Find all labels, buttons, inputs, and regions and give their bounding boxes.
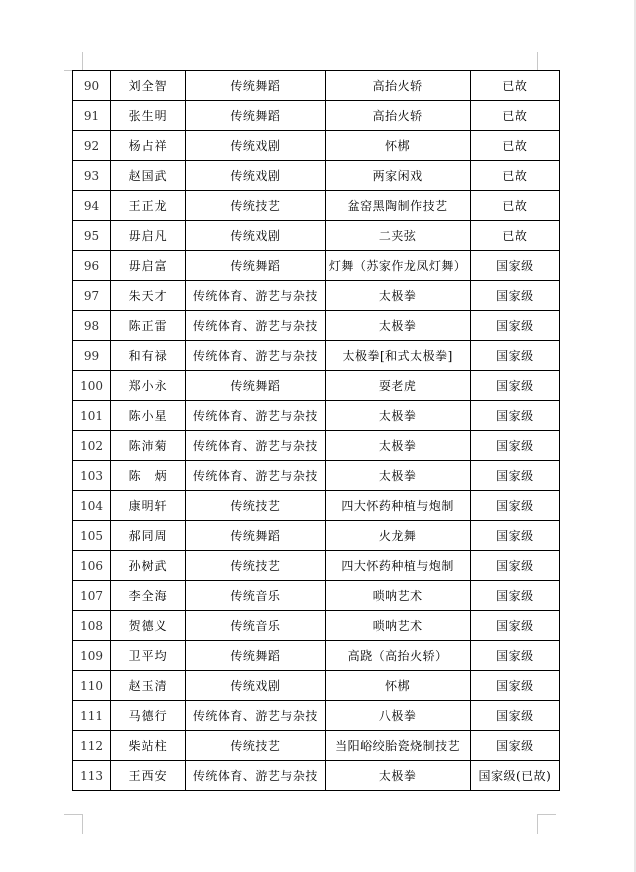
category-cell: 传统舞蹈 (186, 641, 325, 671)
table-row (73, 641, 560, 671)
inheritor-table (72, 70, 560, 791)
category-cell: 传统舞蹈 (186, 101, 325, 131)
serial-number-cell: 92 (73, 131, 111, 161)
table-row (73, 71, 560, 101)
level-cell: 国家级 (470, 731, 559, 761)
project-cell: 两家闲戏 (325, 161, 470, 191)
project-cell: 当阳峪绞胎瓷烧制技艺 (325, 731, 470, 761)
category-cell: 传统技艺 (186, 191, 325, 221)
name-cell: 毋启凡 (111, 221, 186, 251)
table-row (73, 461, 560, 491)
name-cell: 张生明 (111, 101, 186, 131)
table-row (73, 161, 560, 191)
table-row (73, 701, 560, 731)
level-cell: 国家级 (470, 641, 559, 671)
level-cell: 国家级 (470, 401, 559, 431)
project-cell: 太极拳[和式太极拳] (325, 341, 470, 371)
serial-number-cell: 109 (73, 641, 111, 671)
serial-number-cell: 98 (73, 311, 111, 341)
serial-number-cell: 97 (73, 281, 111, 311)
serial-number-cell: 104 (73, 491, 111, 521)
category-cell: 传统体育、游艺与杂技 (186, 461, 325, 491)
serial-number-cell: 100 (73, 371, 111, 401)
table-row (73, 101, 560, 131)
level-cell: 国家级 (470, 251, 559, 281)
project-cell: 八极拳 (325, 701, 470, 731)
serial-number-cell: 113 (73, 761, 111, 791)
table-row (73, 281, 560, 311)
crop-mark-bottom-left (64, 814, 82, 815)
table-body (73, 71, 560, 791)
category-cell: 传统戏剧 (186, 131, 325, 161)
table-row (73, 431, 560, 461)
serial-number-cell: 94 (73, 191, 111, 221)
project-cell: 耍老虎 (325, 371, 470, 401)
table-row (73, 611, 560, 641)
level-cell: 已故 (470, 101, 559, 131)
table-row (73, 221, 560, 251)
level-cell: 已故 (470, 221, 559, 251)
level-cell: 国家级 (470, 701, 559, 731)
table-row (73, 581, 560, 611)
table-row (73, 491, 560, 521)
serial-number-cell: 106 (73, 551, 111, 581)
table-row (73, 761, 560, 791)
name-cell: 王正龙 (111, 191, 186, 221)
serial-number-cell: 91 (73, 101, 111, 131)
crop-mark-bottom-right (537, 814, 538, 834)
project-cell: 唢呐艺术 (325, 581, 470, 611)
name-cell: 杨占祥 (111, 131, 186, 161)
name-cell: 康明轩 (111, 491, 186, 521)
level-cell: 国家级 (470, 431, 559, 461)
serial-number-cell: 93 (73, 161, 111, 191)
level-cell: 国家级 (470, 311, 559, 341)
project-cell: 太极拳 (325, 401, 470, 431)
category-cell: 传统技艺 (186, 551, 325, 581)
category-cell: 传统舞蹈 (186, 371, 325, 401)
category-cell: 传统戏剧 (186, 671, 325, 701)
table-row (73, 191, 560, 221)
category-cell: 传统体育、游艺与杂技 (186, 431, 325, 461)
serial-number-cell: 101 (73, 401, 111, 431)
project-cell: 太极拳 (325, 431, 470, 461)
project-cell: 怀梆 (325, 131, 470, 161)
project-cell: 高跷（高抬火轿） (325, 641, 470, 671)
level-cell: 国家级 (470, 491, 559, 521)
project-cell: 高抬火轿 (325, 71, 470, 101)
serial-number-cell: 99 (73, 341, 111, 371)
project-cell: 太极拳 (325, 281, 470, 311)
level-cell: 已故 (470, 191, 559, 221)
table-row (73, 551, 560, 581)
serial-number-cell: 102 (73, 431, 111, 461)
level-cell: 国家级 (470, 551, 559, 581)
category-cell: 传统戏剧 (186, 221, 325, 251)
serial-number-cell: 90 (73, 71, 111, 101)
name-cell: 刘全智 (111, 71, 186, 101)
project-cell: 四大怀药种植与炮制 (325, 491, 470, 521)
category-cell: 传统体育、游艺与杂技 (186, 701, 325, 731)
level-cell: 国家级 (470, 611, 559, 641)
level-cell: 国家级 (470, 371, 559, 401)
table-row (73, 731, 560, 761)
name-cell: 赵玉清 (111, 671, 186, 701)
name-cell: 陈沛菊 (111, 431, 186, 461)
table-row (73, 131, 560, 161)
project-cell: 高抬火轿 (325, 101, 470, 131)
project-cell: 太极拳 (325, 761, 470, 791)
serial-number-cell: 110 (73, 671, 111, 701)
category-cell: 传统舞蹈 (186, 251, 325, 281)
serial-number-cell: 103 (73, 461, 111, 491)
name-cell: 王西安 (111, 761, 186, 791)
serial-number-cell: 112 (73, 731, 111, 761)
project-cell: 怀梆 (325, 671, 470, 701)
name-cell: 毋启富 (111, 251, 186, 281)
level-cell: 国家级 (470, 581, 559, 611)
project-cell: 四大怀药种植与炮制 (325, 551, 470, 581)
level-cell: 国家级 (470, 461, 559, 491)
category-cell: 传统音乐 (186, 581, 325, 611)
name-cell: 郑小永 (111, 371, 186, 401)
crop-mark-top-right (537, 52, 538, 70)
category-cell: 传统戏剧 (186, 161, 325, 191)
table-row (73, 251, 560, 281)
level-cell: 已故 (470, 71, 559, 101)
level-cell: 国家级(已故) (470, 761, 559, 791)
name-cell: 陈正雷 (111, 311, 186, 341)
serial-number-cell: 107 (73, 581, 111, 611)
level-cell: 国家级 (470, 281, 559, 311)
table-row (73, 401, 560, 431)
category-cell: 传统音乐 (186, 611, 325, 641)
serial-number-cell: 95 (73, 221, 111, 251)
table-row (73, 371, 560, 401)
table-row (73, 311, 560, 341)
project-cell: 太极拳 (325, 461, 470, 491)
table-row (73, 521, 560, 551)
serial-number-cell: 111 (73, 701, 111, 731)
serial-number-cell: 96 (73, 251, 111, 281)
serial-number-cell: 108 (73, 611, 111, 641)
category-cell: 传统舞蹈 (186, 521, 325, 551)
level-cell: 国家级 (470, 521, 559, 551)
name-cell: 柴站柱 (111, 731, 186, 761)
table-row (73, 341, 560, 371)
name-cell: 孙树武 (111, 551, 186, 581)
project-cell: 火龙舞 (325, 521, 470, 551)
project-cell: 太极拳 (325, 311, 470, 341)
project-cell: 唢呐艺术 (325, 611, 470, 641)
serial-number-cell: 105 (73, 521, 111, 551)
table-row (73, 671, 560, 701)
category-cell: 传统体育、游艺与杂技 (186, 761, 325, 791)
project-cell: 灯舞（苏家作龙凤灯舞） (325, 251, 470, 281)
level-cell: 已故 (470, 161, 559, 191)
name-cell: 赵国武 (111, 161, 186, 191)
name-cell: 马德行 (111, 701, 186, 731)
category-cell: 传统体育、游艺与杂技 (186, 341, 325, 371)
level-cell: 国家级 (470, 671, 559, 701)
crop-mark-bottom-left (82, 814, 83, 834)
name-cell: 李全海 (111, 581, 186, 611)
name-cell: 和有禄 (111, 341, 186, 371)
name-cell: 陈 炳 (111, 461, 186, 491)
name-cell: 陈小星 (111, 401, 186, 431)
level-cell: 已故 (470, 131, 559, 161)
category-cell: 传统技艺 (186, 491, 325, 521)
crop-mark-top-left (82, 52, 83, 70)
project-cell: 盆窑黑陶制作技艺 (325, 191, 470, 221)
level-cell: 国家级 (470, 341, 559, 371)
name-cell: 卫平均 (111, 641, 186, 671)
name-cell: 贺德义 (111, 611, 186, 641)
category-cell: 传统技艺 (186, 731, 325, 761)
name-cell: 朱天才 (111, 281, 186, 311)
category-cell: 传统舞蹈 (186, 71, 325, 101)
category-cell: 传统体育、游艺与杂技 (186, 311, 325, 341)
project-cell: 二夹弦 (325, 221, 470, 251)
crop-mark-bottom-right (537, 814, 556, 815)
category-cell: 传统体育、游艺与杂技 (186, 281, 325, 311)
name-cell: 郝同周 (111, 521, 186, 551)
category-cell: 传统体育、游艺与杂技 (186, 401, 325, 431)
